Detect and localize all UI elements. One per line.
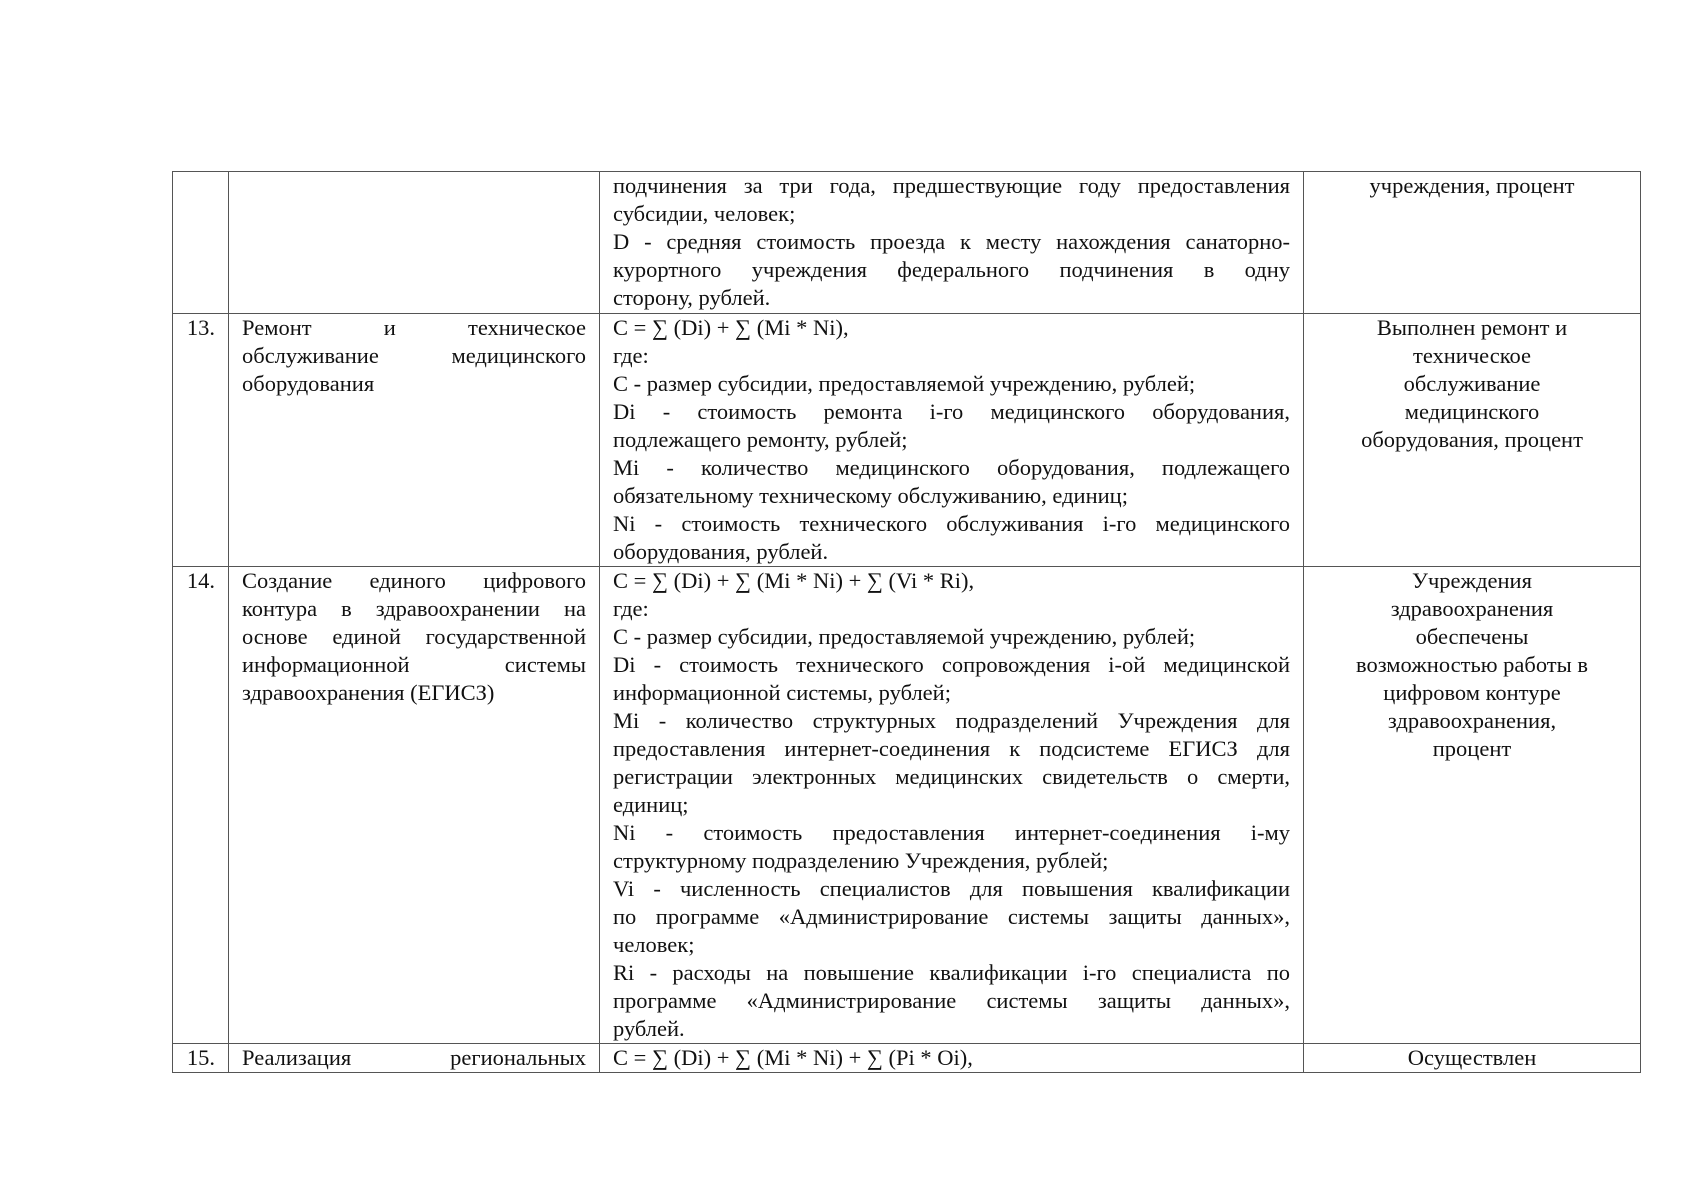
cell-formula [600,1044,1304,1073]
cell-number [173,1044,229,1073]
cell-formula [600,172,1304,314]
cell-result [1304,1044,1641,1073]
formula-line: C = ∑ (Di) + ∑ (Mi * Ni) + ∑ (Pi * Oi), [613,1045,973,1070]
table-row [173,314,1641,567]
formula-line: Di - стоимость технического сопровождения i-ой медицинской [613,652,1290,677]
cell-result [1304,172,1641,314]
result-line: возможностью работы в [1356,652,1588,677]
result-line: техническое [1412,343,1531,368]
formula-line: по программе «Администрирование системы защиты данных», [613,904,1290,929]
cell-number [173,567,229,1044]
name-line: Реализация региональных [242,1045,586,1070]
formula-line: где: [613,596,649,621]
cell-name [229,567,600,1044]
formula-line: сторону, рублей. [613,285,771,310]
formula-line: Ni - стоимость технического обслуживания i-го медицинского [613,511,1290,536]
result-text: учреждения, процент [1369,173,1575,198]
table-row-continuation [173,172,1641,314]
result-line: Учреждения [1412,568,1532,593]
result-line: медицинского [1404,399,1540,424]
name-line: здравоохранения (ЕГИСЗ) [242,680,495,705]
result-line: здравоохранения, [1387,708,1557,733]
cell-name [229,1044,600,1073]
formula-line: Ni - стоимость предоставления интернет-соединения i-му [613,820,1290,845]
cell-formula [600,567,1304,1044]
result-line: цифровом контуре [1383,680,1561,705]
cell-result [1304,314,1641,567]
row-number: 15. [186,1045,215,1070]
formula-line: человек; [613,932,695,957]
formula-line: обязательному техническому обслуживанию, единиц; [613,483,1128,508]
formula-line: рублей. [613,1016,685,1041]
formula-line: информационной системы, рублей; [613,680,951,705]
name-line: информационной системы [242,652,586,677]
table-row [173,567,1641,1044]
formula-line: курортного учреждения федерального подчинения в одну [613,257,1290,282]
name-line: Ремонт и техническое [242,315,586,340]
cell-name [229,314,600,567]
result-line: обслуживание [1403,371,1541,396]
result-line: процент [1432,736,1512,761]
formula-line: предоставления интернет-соединения к подсистеме ЕГИСЗ для [613,736,1290,761]
name-line: контура в здравоохранении на [242,596,586,621]
formula-line: C = ∑ (Di) + ∑ (Mi * Ni) + ∑ (Vi * Ri), [613,568,975,593]
formula-line: единиц; [613,792,689,817]
result-line: Выполнен ремонт и [1376,315,1568,340]
formula-line: субсидии, человек; [613,201,796,226]
result-line: обеспечены [1415,624,1529,649]
table-row [173,1044,1641,1073]
subsidy-table [172,171,1641,1073]
result-line: Осуществлен [1407,1045,1537,1070]
formula-line: программе «Администрирование системы защиты данных», [613,988,1290,1013]
formula-line: Ri - расходы на повышение квалификации i-го специалиста по [613,960,1290,985]
name-line: основе единой государственной [242,624,586,649]
cell-number [173,314,229,567]
formula-line: Vi - численность специалистов для повышения квалификации [613,876,1290,901]
formula-line: Mi - количество медицинского оборудования, подлежащего [613,455,1290,480]
formula-line: где: [613,343,649,368]
formula-line: C - размер субсидии, предоставляемой учреждению, рублей; [613,371,1196,396]
name-line: обслуживание медицинского [242,343,586,368]
row-number: 13. [186,315,215,340]
formula-line: подлежащего ремонту, рублей; [613,427,908,452]
cell-number [173,172,229,314]
formula-line: Mi - количество структурных подразделений Учреждения для [613,708,1290,733]
formula-line: C = ∑ (Di) + ∑ (Mi * Ni), [613,315,849,340]
cell-result [1304,567,1641,1044]
name-line: оборудования [242,371,375,396]
cell-name [229,172,600,314]
cell-formula [600,314,1304,567]
row-number: 14. [186,568,215,593]
formula-line: регистрации электронных медицинских свидетельств о смерти, [613,764,1290,789]
formula-line: C - размер субсидии, предоставляемой учреждению, рублей; [613,624,1196,649]
formula-line: структурному подразделению Учреждения, рублей; [613,848,1109,873]
formula-line: подчинения за три года, предшествующие году предоставления [613,173,1290,198]
name-line: Создание единого цифрового [242,568,586,593]
formula-line: оборудования, рублей. [613,539,829,564]
result-line: здравоохранения [1390,596,1554,621]
result-line: оборудования, процент [1361,427,1583,452]
formula-line: D - средняя стоимость проезда к месту нахождения санаторно- [613,229,1290,254]
formula-line: Di - стоимость ремонта i-го медицинского оборудования, [613,399,1290,424]
